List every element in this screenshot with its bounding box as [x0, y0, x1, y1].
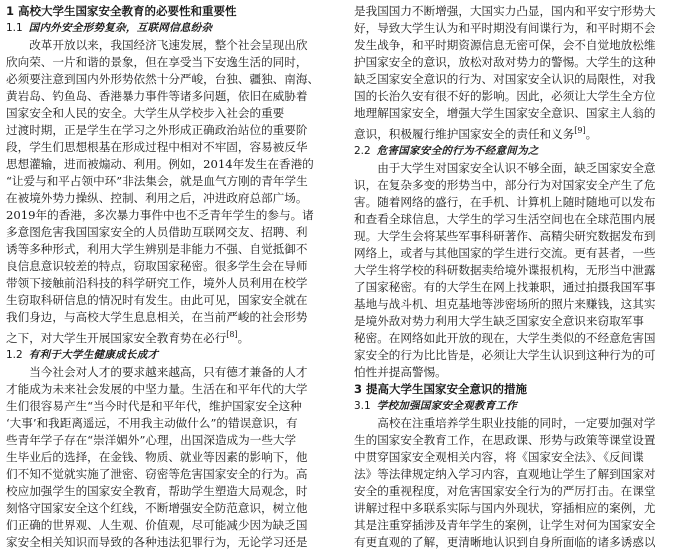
subsection-3-1-title: 学校加强国家安全观教育工作	[376, 399, 518, 412]
text-line: 必须要注意到国内外形势依然十分严峻，台独、疆独、南海、	[6, 72, 320, 86]
text-line: ‘大事’和我距离遥远，不用我主动做什么”的错误意识，有	[6, 415, 298, 430]
right-column	[354, 3, 690, 549]
text-line: 了国家秘密。有的大学生在网上找兼职，通过拍摄我国军事	[354, 279, 656, 294]
section-3-heading: 3 提高大学生国家安全意识的措施	[354, 381, 528, 396]
text-line: 安全的重视程度，对危害国家安全行为的严厉打击。在课堂	[354, 483, 656, 498]
text-line: 现。大学生会将某些军事科研著作、高精尖研究数据发布到	[354, 228, 656, 243]
paragraph-1-1	[6, 37, 344, 347]
text-line: 生毕业后的选择，在金钱、物质、就业等因素的影响下，他	[6, 449, 308, 464]
text-line: 良信息意识较差的特点，窃取国家秘密。很多学生会在导师	[6, 259, 308, 273]
citation-marker: [9]	[574, 126, 586, 135]
text-line: 刻恪守国家安全这个红线，不断增强安全防范意识，树立他	[6, 500, 308, 515]
text-line: 才能成为未来社会发展的中坚力量。生活在和平年代的大学	[6, 381, 308, 396]
text-line: 在被境外势力操纵、控制、利用之后，冲进政府总部广场。	[6, 191, 308, 205]
text-line: 有更直观的了解，更清晰地认识到自身所面临的诸多诱惑以	[354, 534, 656, 549]
text-line: 讲解过程中多联系实际与国内外现状，穿插相应的案例，尤	[354, 500, 656, 515]
text-line: 缺乏国家安全意识的行为、对国家安全认识的局限性，对我	[354, 72, 656, 86]
text-line: 黄岩岛、钓鱼岛、香港暴力事件等诸多问题，依旧在威胁着	[6, 89, 308, 103]
subsection-3-1-heading	[354, 398, 690, 415]
subsection-1-1-number: 1.1	[6, 22, 23, 34]
left-column	[6, 3, 344, 549]
text-line: 诱等多种形式，利用大学生辨别是非能力不强、自觉抵御不	[6, 242, 308, 256]
text-line: 网络上，或者与其他国家的学生进行交流。更有甚者，一些	[354, 245, 656, 260]
subsection-3-1-number: 3.1	[354, 399, 371, 412]
text-line: 些青年学子存在“崇洋媚外”心理，出国深造成为一些大学	[6, 432, 297, 447]
text-line: 校应加强学生的国家安全教育，帮助学生塑造大局观念，时	[6, 483, 308, 498]
text-line: 家安全相关知识而导致的各种违法犯罪行为，无论学习还是	[6, 534, 308, 549]
text-line: 国的长治久安有很不好的影响。因此，必须让大学生全方位	[354, 89, 656, 103]
text-line: 高校在注重培养学生职业技能的同时，一定要加强对学	[354, 415, 656, 430]
text-line: 由于大学生对国家安全认识不够全面，缺乏国家安全意	[354, 160, 656, 175]
text-line: 是境外敌对势力利用大学生缺乏国家安全意识来窃取军事	[354, 313, 644, 328]
text-line: “让爱与和平占领中环”非法集会，就是血气方刚的青年学生	[6, 174, 308, 188]
text-line: 地理解国家安全，增强大学生国家安全意识、国家主人翁的	[354, 106, 656, 120]
text-line: 好，导致大学生认为和平时期没有间谍行为，和平时期不会	[354, 21, 656, 35]
subsection-1-1-title: 国内外安全形势复杂，互联网信息纷杂	[28, 22, 213, 34]
text-line: 护国家安全的意识，放松对敌对势力的警惕。大学生的这种	[354, 55, 656, 69]
text-line: 2019年的香港，多次暴力事件中也不乏青年学生的参与。诸	[6, 208, 314, 222]
text-line: 带领下接触前沿科技的科学研究工作，境外人员利用在校学	[6, 276, 308, 290]
paragraph-2-1-continued	[354, 3, 690, 143]
text-line: 法》等法律规定纳入学习内容，直观地让学生了解到国家对	[354, 466, 656, 481]
text-line: 们正确的世界观、人生观、价值观，尽可能减少因为缺乏国	[6, 517, 308, 532]
text-line: 思想灌输，进而被煽动、利用。例如，2014年发生在香港的	[6, 157, 314, 171]
text-line: 秘密。在网络如此开放的现在，大学生类似的不经意危害国	[354, 330, 656, 345]
text-line: 害。随着网络的盛行，在手机、计算机上随时随地可以发布	[354, 194, 656, 209]
text-line: 段，学生们思想根基在形成过程中相对不牢固，容易被反华	[6, 140, 308, 154]
text-line: 识，在复杂多变的形势当中，部分行为对国家安全产生了危	[354, 177, 656, 192]
paragraph-3-1	[354, 415, 690, 551]
subsection-2-2-number: 2.2	[354, 144, 371, 157]
text-line: 是我国国力不断增强，大国实力凸显，国内和平安宁形势大	[354, 4, 656, 18]
paragraph-2-2	[354, 160, 690, 381]
text-line: 生窃取科研信息的情况时有发生。由此可见，国家安全就在	[6, 293, 308, 307]
text-line: 意识，积极履行维护国家安全的责任和义务[9]。	[354, 126, 598, 141]
text-line: 生们很容易产生“当今时代是和平年代，维护国家安全这种	[6, 398, 302, 413]
text-line: 其是注重穿插涉及青年学生的案例，让学生对何为国家安全	[354, 517, 656, 532]
text-line: 改革开放以来，我国经济飞速发展，整个社会呈现出欣	[6, 38, 308, 52]
text-line: 过渡时期，正是学生在学习之外形成正确政治站位的重要阶	[6, 123, 308, 137]
subsection-1-2-heading	[6, 347, 344, 364]
text-line: 发生战争，和平时期资源信息无密可保，会不自觉地放松维	[354, 38, 656, 52]
subsection-1-2-number: 1.2	[6, 348, 23, 361]
subsection-2-2-heading	[354, 143, 690, 160]
text-line: 大学生将学校的科研数据卖给境外谍报机构，无形当中泄露	[354, 262, 656, 277]
text-line: 当今社会对人才的要求越来越高，只有德才兼备的人才	[6, 364, 308, 379]
text-line: 之下，对大学生开展国家安全教育势在必行[8]。	[6, 330, 250, 345]
paragraph-1-2	[6, 364, 344, 551]
citation-marker: [8]	[226, 330, 238, 339]
text-line: 多意图危害我国国家安全的人员借助互联网交友、招聘、利	[6, 225, 308, 239]
text-line: 怕性并提高警惕。	[354, 364, 447, 379]
text-line: 中贯穿国家安全观相关内容，将《国家安全法》、《反间谍	[354, 449, 644, 464]
text-line: 家安全的行为比比皆是，必须让大学生认识到这种行为的可	[354, 347, 656, 362]
text-line: 国家安全和人民的安全。大学生从学校步入社会的重要	[6, 106, 285, 120]
text-line: 们不知不觉就实施了泄密、窃密等危害国家安全的行为。高	[6, 466, 308, 481]
subsection-1-2-title: 有利于大学生健康成长成才	[28, 348, 159, 361]
text-line: 基地与战斗机、坦克基地等涉密场所的照片来赚钱，这其实	[354, 296, 656, 311]
subsection-2-2-title: 危害国家安全的行为不经意间为之	[376, 144, 539, 157]
text-line: 欣向荣、一片和谐的景象，但在享受当下安逸生活的同时，	[6, 55, 308, 69]
text-line: 和查看全球信息，大学生的学习生活空间也在全球范围内展	[354, 211, 656, 226]
section-1-heading: 1 高校大学生国家安全教育的必要性和重要性	[6, 4, 237, 18]
text-line: 我们身边，与高校大学生息息相关，在当前严峻的社会形势	[6, 310, 308, 324]
text-line: 生的国家安全教育工作，在思政课、形势与政策等课堂设置	[354, 432, 656, 447]
subsection-1-1-heading	[6, 20, 344, 37]
